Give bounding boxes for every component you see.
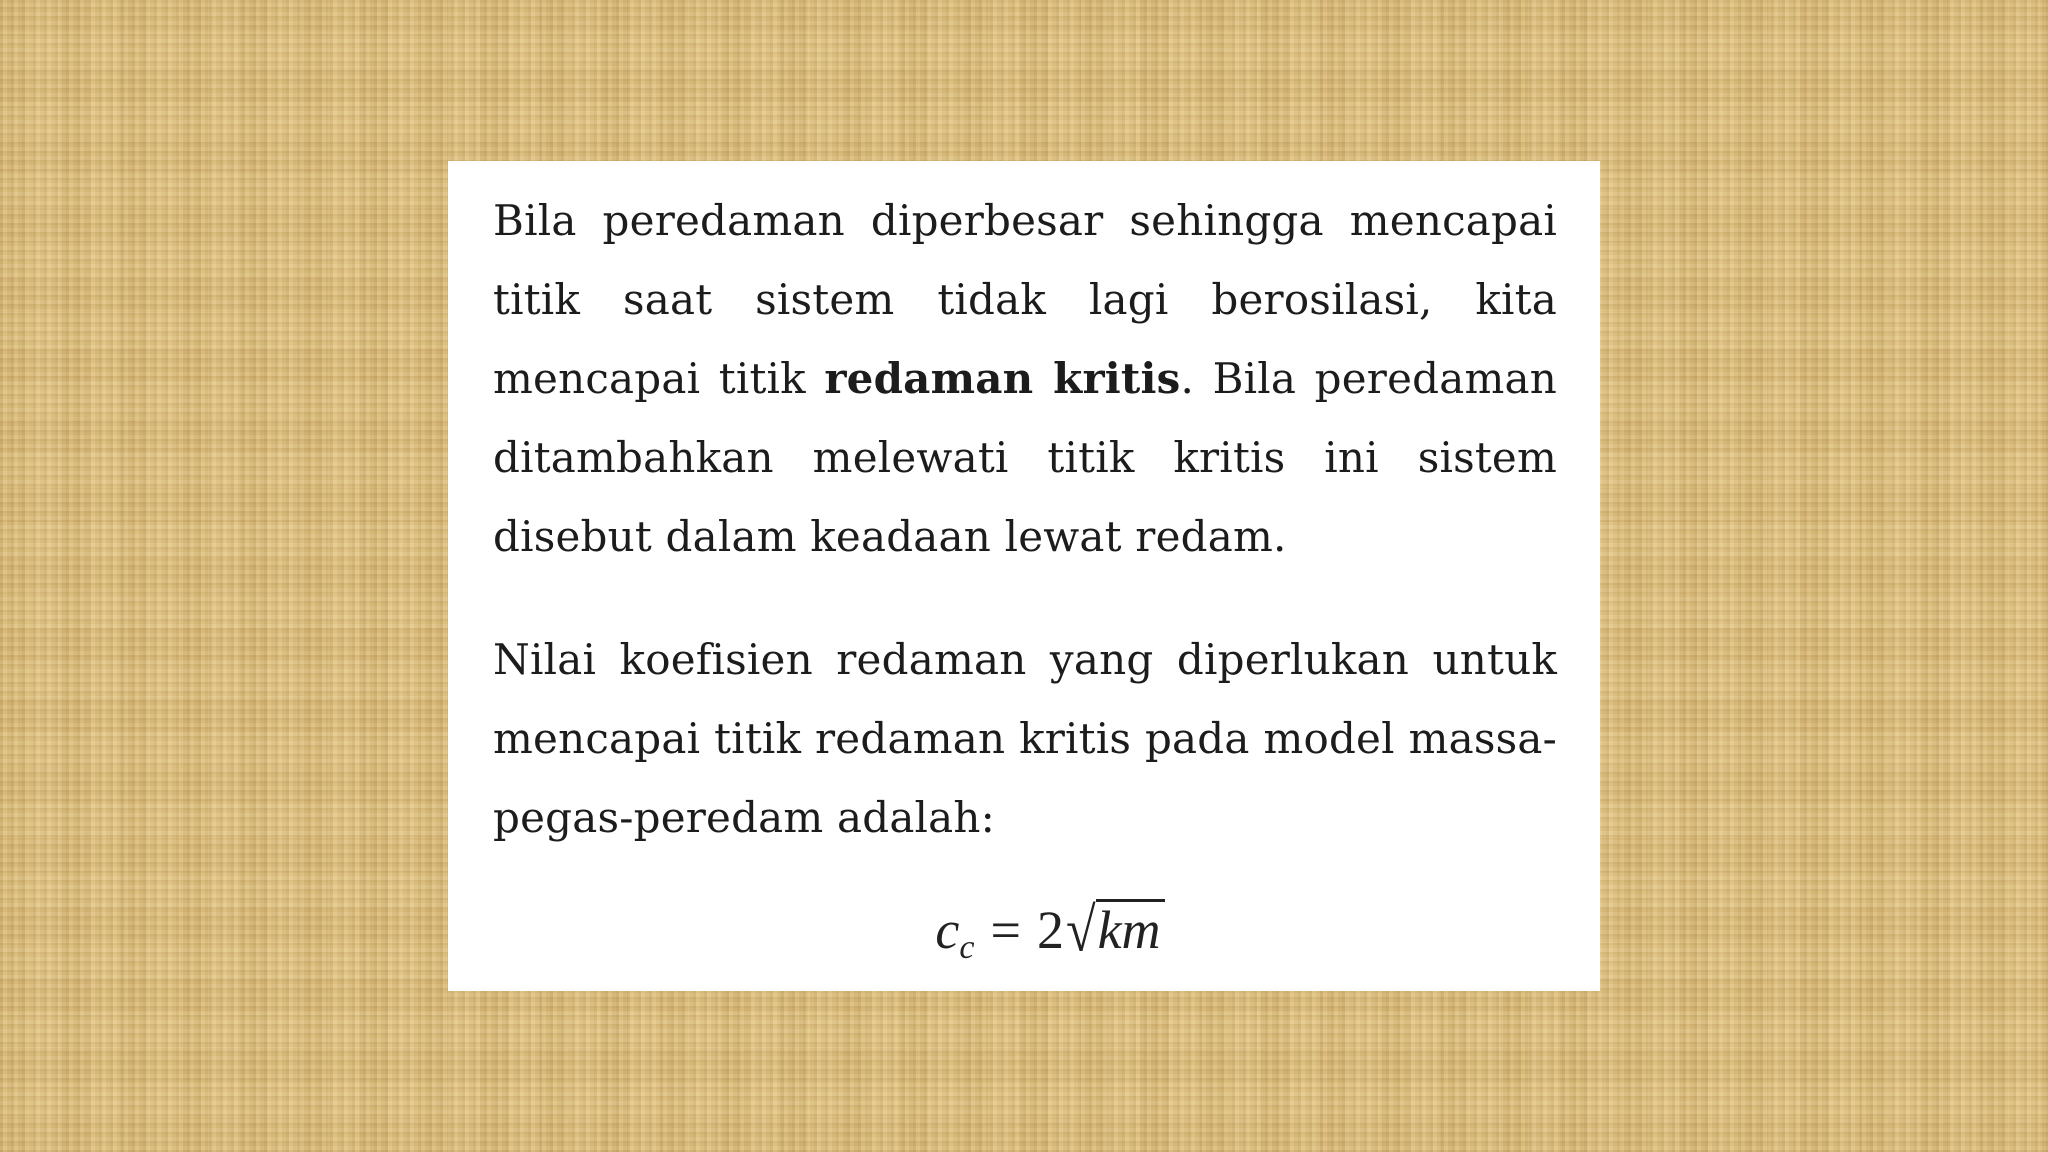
formula-lhs-subscript: c: [959, 929, 975, 966]
formula-radicand: km: [1096, 899, 1165, 958]
formula-lhs-variable: c: [935, 900, 960, 960]
content-card: [448, 161, 1600, 991]
bold-term-redaman-kritis: redaman kritis: [824, 354, 1181, 403]
paragraph-text-end: . Bila peredaman ditambahkan melewati titik kritis ini sistem disebut dalam keadaan lewat redam.: [493, 354, 1557, 561]
square-root-icon: √: [1065, 895, 1096, 965]
paragraph-critical-damping: [493, 181, 1557, 576]
paragraph-coefficient: Nilai koefisien redaman yang diperlukan untuk mencapai titik redaman kritis pada model massa-pegas-peredam adalah:: [493, 635, 1557, 842]
critical-damping-formula: [493, 895, 1557, 983]
formula-equals-sign: =: [990, 900, 1021, 960]
formula-coefficient: 2: [1036, 900, 1064, 960]
paragraph-text-start: Bila peredaman diperbesar sehingga mencapai titik saat sistem tidak lagi berosilasi, kita mencapai titik: [493, 196, 1557, 403]
